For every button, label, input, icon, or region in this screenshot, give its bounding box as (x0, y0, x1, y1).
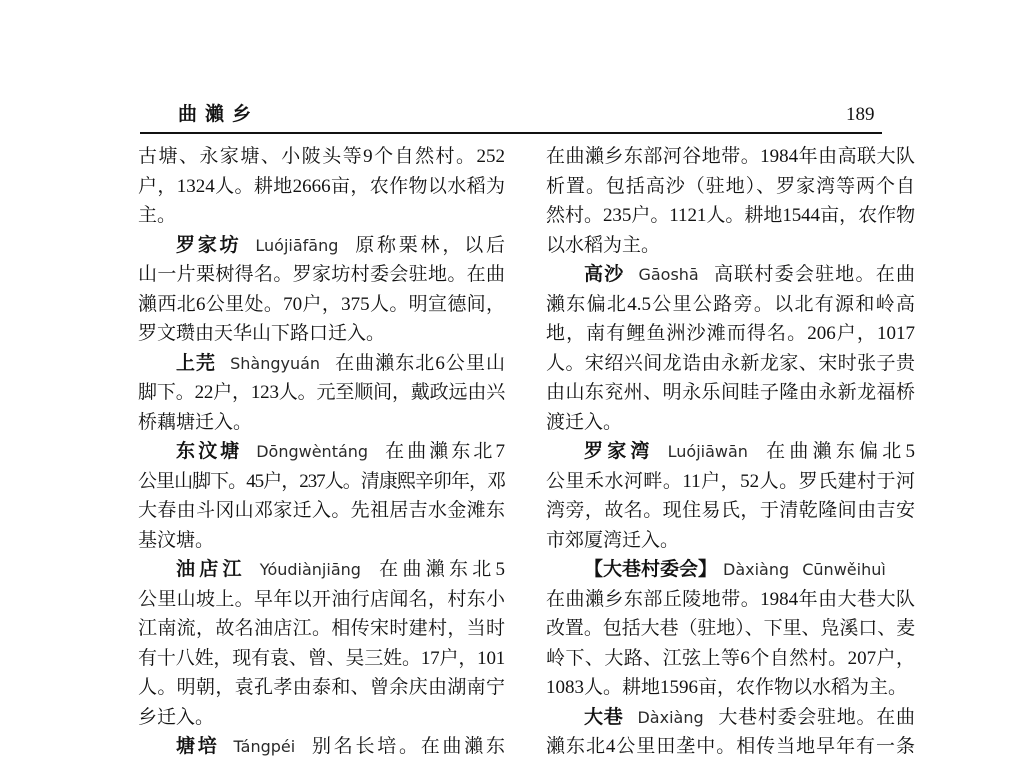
carryover-paragraph (546, 142, 915, 260)
entry-term: 大巷 (584, 705, 624, 728)
entry-term: 上芫 (176, 351, 217, 374)
text-line: 古塘、永家塘、小陂头等9个自然村。252 (138, 146, 505, 167)
running-header-title: 曲瀨乡 (178, 103, 260, 125)
entry-term: 罗家坊 (176, 233, 242, 256)
entry-heading-line (138, 555, 505, 585)
text-line: 人。明朝，袁孔孝由泰和、曾余庆由湖南宁 (138, 677, 505, 698)
entry-luojiafang (138, 231, 505, 349)
committee-heading-line (546, 555, 915, 585)
entry-term: 罗家湾 (584, 440, 654, 462)
text-line: 渡迁入。 (546, 411, 623, 433)
text-line: 乡迁入。 (138, 706, 215, 728)
entry-tangpei (138, 732, 505, 762)
text-line: 基汶塘。 (138, 529, 215, 551)
text-line: 以水稻为主。 (546, 234, 661, 256)
entry-heading-line (138, 437, 505, 467)
entry-shangyuan (138, 349, 505, 438)
entry-heading-line (138, 732, 505, 762)
entry-pinyin: Shàngyuán (230, 353, 321, 373)
committee-pinyin: Dàxiàng Cūnwěihuì (723, 560, 886, 579)
committee-title: 【大巷村委会】 (584, 558, 718, 580)
page-number: 189 (846, 104, 875, 125)
entry-pinyin: Gāoshā (638, 265, 699, 284)
entry-dongwentang (138, 437, 505, 555)
entry-pinyin: Luójiāfāng (255, 235, 339, 255)
entry-heading-line (546, 260, 915, 290)
entry-heading-line (546, 437, 915, 467)
text-line: 1083人。耕地1596亩，农作物以水稻为主。 (546, 677, 908, 698)
entry-heading-line (138, 231, 505, 261)
text-line: 瀨东北4公里田垄中。相传当地早年有一条 (546, 736, 915, 757)
text-line: 在曲瀨乡东部河谷地带。1984年由高联大队 (546, 146, 915, 167)
entry-text: 高联村委会驻地。在曲 (712, 264, 915, 285)
left-column (138, 142, 505, 762)
text-line: 江南流，故名油店江。相传宋时建村，当时 (138, 618, 505, 639)
text-line: 桥藕塘迁入。 (138, 411, 253, 433)
text-line: 在曲瀨乡东部丘陵地带。1984年由大巷大队 (546, 588, 915, 610)
entry-heading-line (546, 703, 915, 733)
entry-term: 塘培 (176, 735, 220, 757)
text-line: 罗文瓒由天华山下路口迁入。 (138, 323, 386, 344)
text-line: 由山东兖州、明永乐间眭子隆由永新龙福桥 (546, 382, 915, 403)
entry-text: 别名长培。在曲瀨东 (309, 736, 505, 757)
text-line: 公里山脚下。45户，237人。清康熙辛卯年，邓 (138, 470, 505, 492)
text-line: 析置。包括高沙（驻地）、罗家湾等两个自 (546, 175, 915, 197)
text-line: 主。 (138, 205, 177, 226)
entry-text: 原称栗林，以后 (352, 234, 505, 256)
text-line: 脚下。22户，123人。元至顺间，戴政远由兴 (138, 382, 505, 403)
right-column (546, 142, 915, 762)
entry-text: 在曲瀨东北7 (382, 441, 505, 462)
text-line: 瀨东偏北4.5公里公路旁。以北有源和岭高 (546, 293, 915, 315)
text-line: 人。宋绍兴间龙诰由永新龙家、宋时张子贵 (546, 352, 915, 374)
entry-pinyin: Dōngwèntáng (256, 442, 369, 461)
text-line: 山一片栗树得名。罗家坊村委会驻地。在曲 (138, 264, 505, 285)
entry-text: 在曲瀨东偏北5 (761, 441, 915, 462)
text-line: 公里山坡上。早年以开油行店闻名，村东小 (138, 588, 505, 610)
text-line: 公里禾水河畔。11户，52人。罗氏建村于河 (546, 470, 915, 492)
entry-luojiawan (546, 437, 915, 555)
text-line: 岭下、大路、江弦上等6个自然村。207户， (546, 647, 915, 669)
entry-term: 油店江 (176, 558, 246, 580)
entry-pinyin: Yóudiànjiāng (259, 560, 361, 579)
text-line: 地，南有鲤鱼洲沙滩而得名。206户，1017 (546, 323, 915, 344)
text-line: 市郊厦湾迁入。 (546, 529, 680, 551)
text-line: 瀨西北6公里处。70户，375人。明宣德间， (138, 293, 505, 315)
entry-term: 高沙 (584, 263, 625, 285)
header-rule (140, 132, 882, 134)
carryover-paragraph (138, 142, 505, 231)
entry-gaosha (546, 260, 915, 437)
entry-daxiang (546, 703, 915, 762)
entry-text: 在曲瀨东北6公里山 (334, 352, 505, 374)
entry-term: 东汶塘 (176, 440, 243, 462)
entry-pinyin: Dàxiàng (637, 707, 704, 727)
entry-pinyin: Tángpéi (233, 737, 296, 756)
text-line: 改置。包括大巷（驻地）、下里、凫溪口、麦 (546, 618, 915, 639)
text-line: 湾旁，故名。现住易氏，于清乾隆间由吉安 (546, 500, 915, 521)
entry-text: 大巷村委会驻地。在曲 (717, 706, 915, 728)
entry-pinyin: Luójiāwān (667, 442, 748, 461)
entry-text: 在曲瀨东北5 (374, 559, 505, 580)
text-line: 大春由斗冈山邓家迁入。先祖居吉水金滩东 (138, 500, 505, 521)
entry-youdianjiang (138, 555, 505, 732)
entry-heading-line (138, 349, 505, 379)
text-line: 然村。235户。1121人。耕地1544亩，农作物 (546, 205, 915, 226)
text-line: 有十八姓，现有袁、曾、吴三姓。17户，101 (138, 647, 505, 669)
text-line: 户，1324人。耕地2666亩，农作物以水稻为 (138, 175, 505, 197)
entry-daxiang-village-committee (546, 555, 915, 703)
